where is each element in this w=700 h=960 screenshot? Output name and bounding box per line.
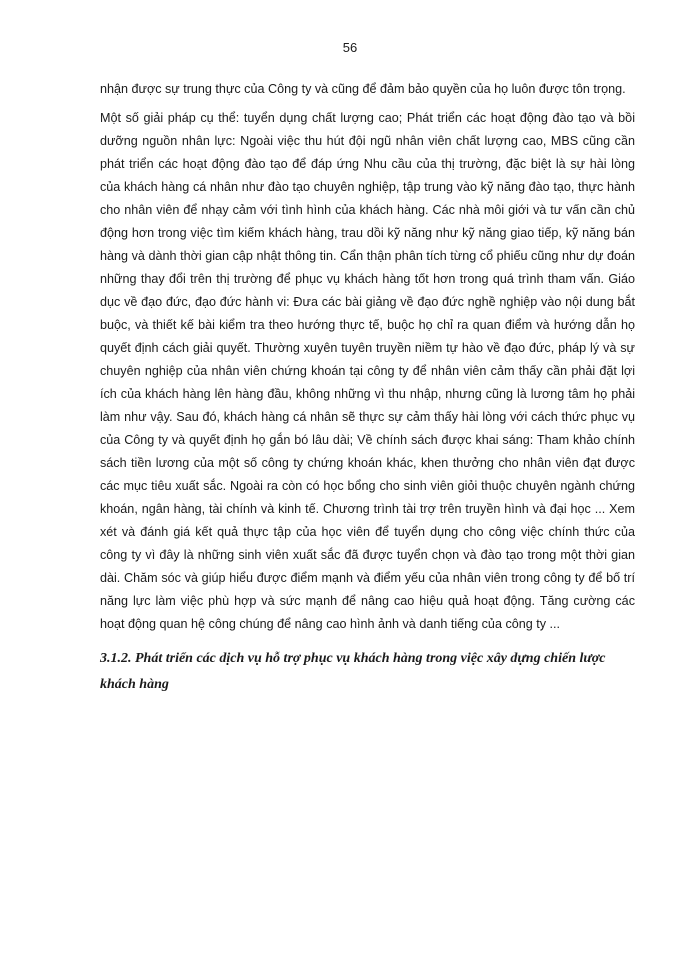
page-body bbox=[100, 78, 635, 698]
paragraph-solutions: Một số giải pháp cụ thể: tuyển dụng chất lượng cao; Phát triển các hoạt động đào tạo và bồi dưỡng nguồn nhân lực: Ngoài việc thu hút đội ngũ nhân viên chất lượng cao, MBS cũng cần phát triển các hoạt động đào tạo để đáp ứng Nhu cầu của thị trường, đặc biệt là sự hài lòng của khách hàng cá nhân như đào tạo chuyên nghiệp, tập trung vào kỹ năng đào tạo, thực hành cho nhân viên để nhạy cảm với tình hình của khách hàng. Các nhà môi giới và tư vấn cần chủ động hơn trong việc tìm kiếm khách hàng, trau dồi kỹ năng như kỹ năng giao tiếp, kỹ năng bán hàng và dành thời gian cập nhật thông tin. Cẩn thận phân tích từng cổ phiếu cũng như dự đoán những thay đổi trên thị trường để phục vụ khách hàng tốt hơn trong quá trình tham vấn. Giáo dục về đạo đức, đạo đức hành vi: Đưa các bài giảng về đạo đức nghề nghiệp vào nội dung bắt buộc, và thiết kế bài kiểm tra theo hướng thực tế, buộc họ chỉ ra quan điểm và hướng dẫn họ quyết định cách giải quyết. Thường xuyên tuyên truyền niềm tự hào về đạo đức, pháp lý và sự chuyên nghiệp của nhân viên chứng khoán tại công ty để nhân viên cảm thấy cần phải đặt lợi ích của khách hàng lên hàng đầu, không những vì thu nhập, nhưng cũng là lương tâm họ phải làm như vậy. Sau đó, khách hàng cá nhân sẽ thực sự cảm thấy hài lòng với cách thức phục vụ của Công ty và quyết định họ gắn bó lâu dài; Về chính sách được khai sáng: Tham khảo chính sách tiền lương của một số công ty chứng khoán khác, khen thưởng cho nhân viên đạt được các mục tiêu xuất sắc. Ngoài ra còn có học bổng cho sinh viên giỏi thuộc chuyên ngành chứng khoán, ngân hàng, tài chính và kinh tế. Chương trình tài trợ trên truyền hình và đại học ... Xem xét và đánh giá kết quả thực tập của học viên để tuyển dụng cho công việc chính thức của công ty vì đây là những sinh viên xuất sắc đã được tuyển chọn và đào tạo trong một thời gian dài. Chăm sóc và giúp hiểu được điểm mạnh và điểm yếu của nhân viên trong công ty để bố trí năng lực làm việc phù hợp và sức mạnh để nâng cao hiệu quả hoạt động. Tăng cường các hoạt động quan hệ công chúng để nâng cao hình ảnh và danh tiếng của công ty ... bbox=[100, 111, 635, 631]
page-number: 56 bbox=[342, 40, 358, 55]
paragraph-continuation: nhận được sự trung thực của Công ty và cũng để đảm bảo quyền của họ luôn được tôn trọng. bbox=[100, 82, 626, 96]
section-heading: 3.1.2. Phát triển các dịch vụ hỗ trợ phục vụ khách hàng trong việc xây dựng chiến lược khách hàng bbox=[100, 651, 606, 692]
